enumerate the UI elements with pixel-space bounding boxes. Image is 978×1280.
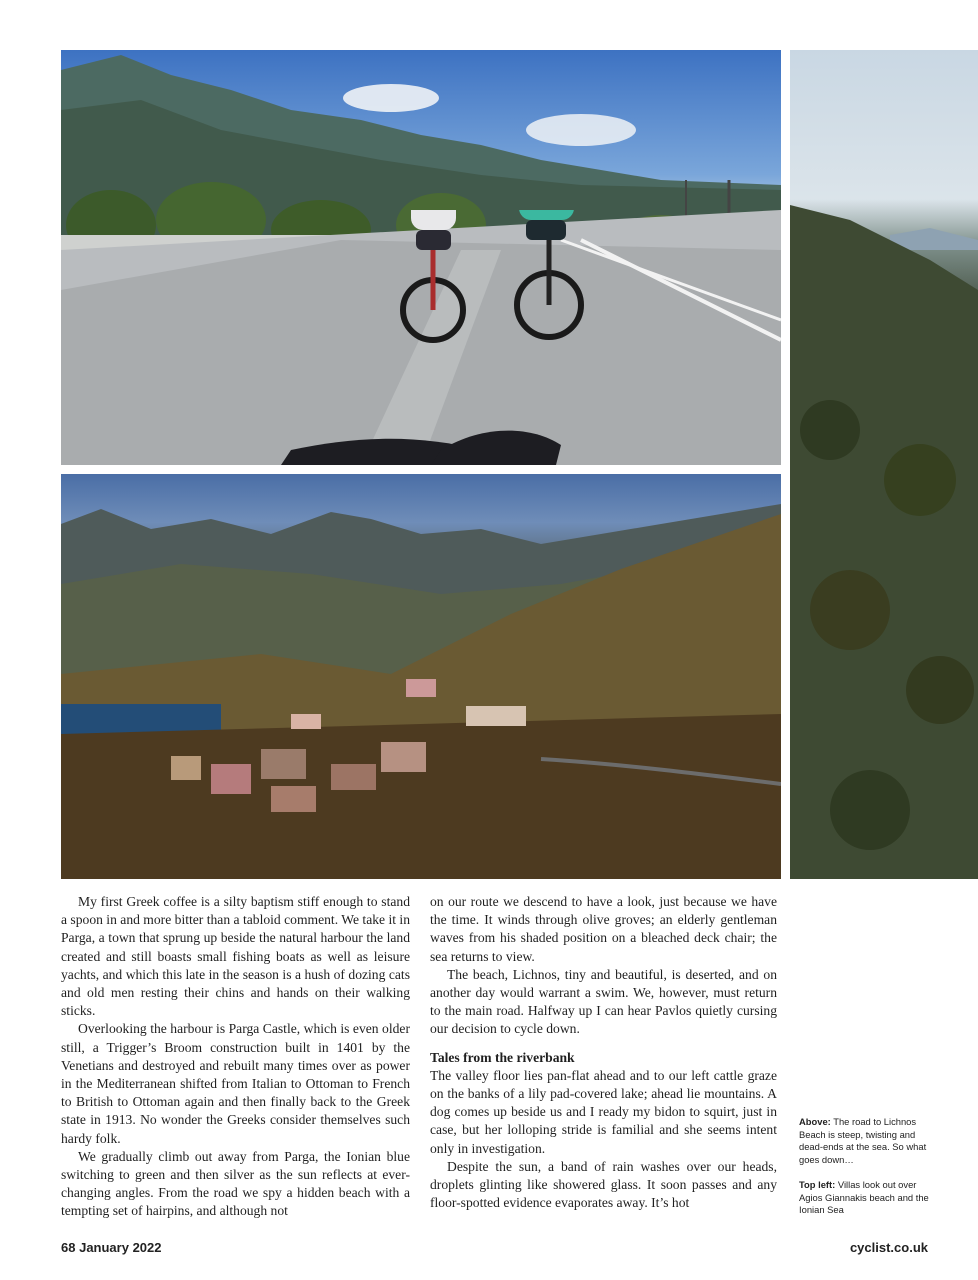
body-column-left [61,893,410,1221]
folio [61,1240,162,1255]
paragraph: The valley floor lies pan-flat ahead and to our left cattle graze on the banks of a lily pad-covered lake; ahead lie mountains. A dog comes up beside us and I ready my bidon to squirt, just in case, but her lolloping stride is familial and she seems intent only in investigation. [430,1067,777,1156]
photo-villas-hillside [61,474,781,879]
paragraph: My first Greek coffee is a silty baptism stiff enough to stand a spoon in and more bitter than a tabloid comment. We take it in Parga, a town that sprung up beside the natural harbour the land created and still boasts small fishing boats as well as leisure yachts, and which this late in the season is a hush of dozing cats and old men resting their chins and hands on their walking sticks. [61,894,410,1019]
paragraph: We gradually climb out away from Parga, the Ionian blue switching to green and then silver as the sun reflects at ever-changing angles. From the road we spy a hidden beach with a tempting set of hairpins, and although not [61,1148,410,1219]
issue-date: January 2022 [79,1240,162,1255]
caption-label: Top left: [799,1179,836,1190]
caption-above [799,1116,939,1166]
paragraph: on our route we descend to have a look, just because we have the time. It winds through olive groves; an elderly gentleman waves from his shaded position on a bleached deck chair; the sea returns to view. [430,894,777,964]
caption-top-left [799,1179,939,1217]
hillside-scene [61,474,781,879]
caption-text: Villas look out over Agios Giannakis beach and the Ionian Sea [799,1179,929,1216]
paragraph: Despite the sun, a band of rain washes over our heads, droplets glinting like showered glass. It soon passes and any floor-spotted evidence evaporates away. It’s hot [430,1158,777,1211]
road-surface [61,210,781,465]
paragraph: Overlooking the harbour is Parga Castle, which is even older still, a Trigger’s Broom construction built in 1401 by the Venetians and destroyed and rebuilt many times over as power in the Mediterranean shifted from Italian to Ottoman to French to British to Ottoman again and then finally back to the Greek state in 1913. No wonder the Greeks consider themselves such hardy folk. [61,1021,410,1146]
body-column-middle [430,893,777,1212]
paragraph: The beach, Lichnos, tiny and beautiful, is deserted, and on another day would warrant a swim. We, however, must return to the main road. Halfway up I can hear Pavlos quietly cursing our decision to cycle down. [430,966,777,1037]
site-url: cyclist.co.uk [849,1240,928,1255]
caption-label: Above: [799,1116,831,1127]
olive-hillside [790,50,978,879]
subheading: Tales from the riverbank [430,1049,575,1065]
photo-hillside-sliver [790,50,978,879]
caption-text: The road to Lichnos Beach is steep, twisting and dead-ends at the sea. So what goes down… [799,1116,927,1165]
page-number: 68 [61,1240,76,1255]
photo-cyclists-road [61,50,781,465]
